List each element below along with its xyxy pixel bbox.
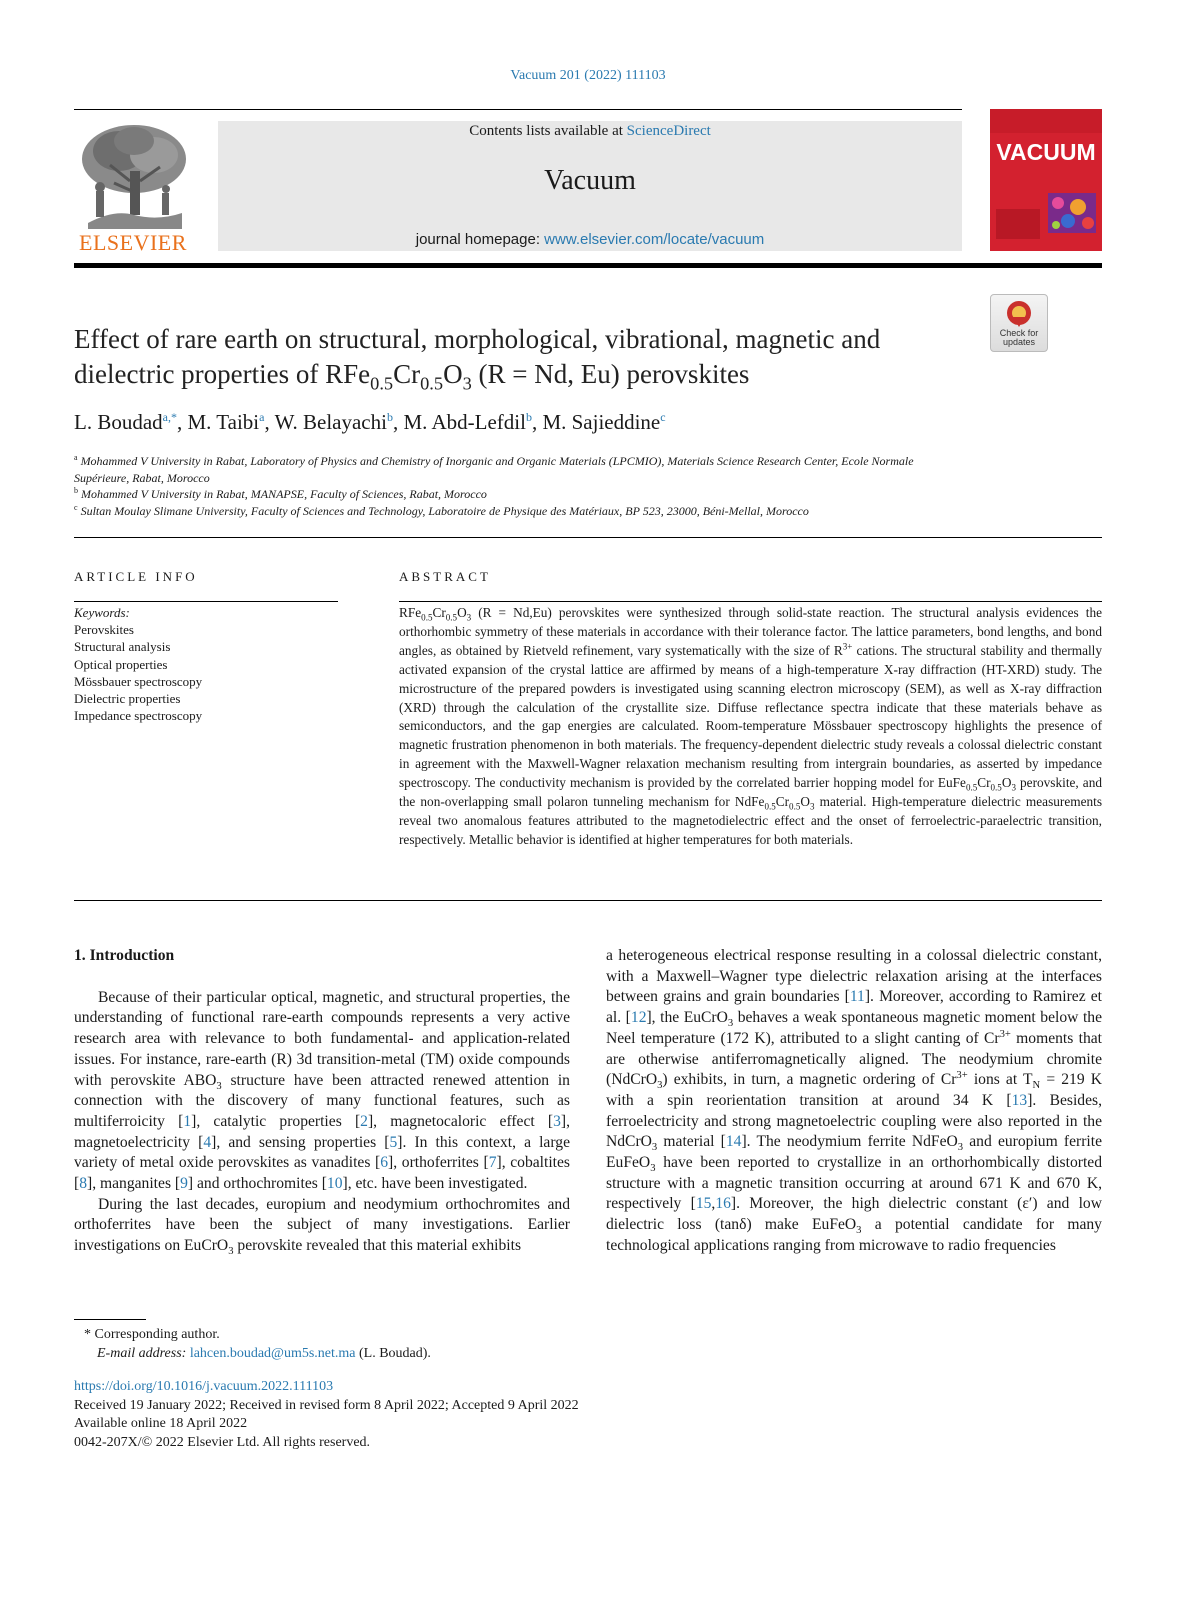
abstract-part: O [1001, 775, 1012, 791]
title-sub: 0.5 [370, 373, 394, 394]
author-affil-mark[interactable]: a [259, 410, 265, 424]
abstract-part: material. High-temperature dielectric measurements reveal two anomalous features attributed to the magnetodielectric effect and the onset of ferroelectric-paraelectric transition, respectively. Metallic behavior is identified at higher temperatures for both materials. [399, 794, 1102, 847]
intro-heading: 1. Introduction [74, 947, 175, 964]
affiliation [74, 503, 954, 520]
heading-spacer [74, 967, 570, 988]
title-part: (R = Nd, Eu) perovskites [471, 359, 750, 389]
text-sub: 3 [856, 1225, 862, 1237]
text-run: ]. Besides, ferroelectricity and strong magnetoelectric coupling were also reported in the NdCrO [606, 1091, 1102, 1151]
keyword: Dielectric properties [74, 691, 181, 707]
reference-link[interactable]: 16 [715, 1195, 731, 1213]
reference-link[interactable]: 8 [79, 1175, 87, 1193]
article-info-rule [74, 601, 338, 602]
title-sub: 3 [462, 373, 472, 394]
abstract-part: Cr [775, 794, 790, 810]
copyright: 0042-207X/© 2022 Elsevier Ltd. All rights reserved. [74, 1434, 371, 1450]
text-sub: 3 [651, 1142, 658, 1154]
keyword: Structural analysis [74, 639, 171, 655]
text-run: and europium ferrite EuFeO [606, 1133, 1102, 1172]
text-run: a heterogeneous electrical response resulting in a colossal dielectric constant, with a Maxwell–Wagner type dielectric relaxation arising at the interfaces between grains and grain boundaries [ [606, 947, 1102, 1006]
reference-link[interactable]: 6 [380, 1154, 389, 1172]
header-top-rule [74, 109, 962, 110]
footnote-email-line [74, 1344, 431, 1363]
reference-link[interactable]: 1 [183, 1112, 192, 1130]
text-sup: 3+ [999, 1028, 1011, 1040]
homepage-link[interactable]: www.elsevier.com/locate/vacuum [544, 231, 765, 248]
reference-link[interactable]: 10 [326, 1175, 343, 1193]
author-name[interactable]: W. Belayachi [274, 410, 387, 434]
text-sub: N [1032, 1080, 1041, 1092]
abstract-sub: 0.5 [990, 782, 1002, 793]
homepage-line [218, 231, 962, 248]
journal-cover[interactable] [990, 109, 1102, 251]
intro-para-1 [74, 988, 570, 1195]
abstract-part: O [457, 605, 467, 620]
text-run: ], and sensing properties [ [211, 1133, 390, 1151]
text-run: material [ [657, 1133, 726, 1151]
affiliation [74, 453, 954, 486]
keyword: Mössbauer spectroscopy [74, 673, 203, 689]
text-sup: 3+ [956, 1070, 968, 1082]
reference-link[interactable]: 14 [725, 1133, 742, 1151]
affiliations [74, 453, 954, 519]
available-online: Available online 18 April 2022 [74, 1416, 248, 1432]
author-affil-mark[interactable]: b [386, 410, 393, 424]
affiliation-mark: a [74, 453, 78, 462]
text-run: have been reported to crystallize in an orthorhombically distorted structure with a magnetic transition occurring at around 671 K and 670 K, respectively [ [606, 1154, 1102, 1213]
text-run: ], orthoferrites [ [388, 1154, 489, 1172]
keyword: Impedance spectroscopy [74, 708, 203, 724]
author-name[interactable]: L. Boudad [74, 410, 163, 434]
check-label-line1: Check for [999, 328, 1039, 338]
contents-line [218, 123, 962, 140]
reference-link[interactable]: 13 [1011, 1091, 1028, 1109]
keyword: Optical properties [74, 656, 168, 672]
check-for-updates-label [991, 329, 1047, 347]
text-run: ], cobaltites [ [74, 1154, 571, 1193]
affiliation-text: Sultan Moulay Slimane University, Faculty of Sciences and Technology, Laboratoire de Physique des Matériaux, BP 523, 23000, Béni-Mellal, Morocco [80, 503, 809, 518]
abstract-part: cations. The structural stability and thermally activated expansion of the crystal lattice are affirmed by means of a high-temperature X-ray diffraction (HT-XRD) study. The microstructure of the prepared powders is investigated using scanning electron microscopy (SEM), as well as X-ray diffraction (XRD) through the calculation of the crystallite size. Diffuse reflectance spectra indicate that these materials behave as semiconductors, and the gap energies are calculated. Room-temperature Mössbauer spectroscopy highlights the presence of magnetic frustration phenomenon in both materials. The frequency-dependent dielectric study reveals a colossal dielectric constant in agreement with the Maxwell-Wagner relaxation mechanism resulting from intergrain boundaries, as asserted by impedance spectroscopy. The conductivity mechanism is provided by the correlated barrier hopping model for EuFe [399, 642, 1103, 791]
article-meta [74, 1378, 579, 1452]
abstract-sub: 3 [466, 612, 472, 623]
title-part: Cr [393, 359, 421, 389]
abstract-sub: 0.5 [789, 801, 801, 812]
article-info-heading: ARTICLE INFO [74, 569, 198, 584]
abstract-sub: 3 [809, 801, 815, 812]
reference-link[interactable]: 2 [360, 1112, 368, 1130]
abstract-part: RFe [399, 605, 422, 620]
abstract-sub: 0.5 [965, 782, 978, 793]
elsevier-tree-icon [74, 121, 192, 229]
reference-link[interactable]: 11 [849, 988, 865, 1006]
body-left-column [74, 946, 570, 1257]
affiliation-mark: c [74, 502, 78, 512]
text-run: ]. The neodymium ferrite NdFeO [741, 1133, 958, 1151]
author-name[interactable]: M. Sajieddine [542, 410, 661, 434]
abstract-sub: 0.5 [445, 612, 458, 623]
text-run: a potential candidate for many technological applications ranging from microwave to radio frequencies [606, 1216, 1102, 1254]
reference-link[interactable]: 4 [203, 1133, 212, 1151]
intro-para-2-cont [606, 946, 1102, 1257]
journal-name: Vacuum [544, 165, 636, 196]
text-run: ], the EuCrO [646, 1009, 728, 1027]
text-run: behaves a weak spontaneous magnetic moment below the Neel temperature (172 K), attributed to a slight canting of Cr [606, 1009, 1102, 1047]
author-affil-mark[interactable]: b [525, 410, 532, 424]
footnote-star-line: * Corresponding author. [84, 1327, 220, 1342]
text-run: ]. Moreover, according to Ramirez et al. [ [606, 988, 1102, 1027]
text-run: moments that are otherwise antiferromagnetically aligned. The neodymium chromite (NdCrO [606, 1029, 1102, 1089]
text-run: Because of their particular optical, magnetic, and structural properties, the understanding of functional rare-earth compounds represents a very active research area with relevance to both fundamental- and application-related issues. For instance, rare-earth (R) 3d transition-metal (TM) oxide compounds with perovskite ABO [74, 988, 570, 1089]
text-run: ]. Moreover, the high dielectric constant (ε′) and low dielectric loss (tanδ) make EuFeO [606, 1195, 1102, 1234]
received-dates: Received 19 January 2022; Received in revised form 8 April 2022; Accepted 9 April 2022 [74, 1397, 579, 1413]
footnote-rule [74, 1319, 146, 1320]
cover-top-strip [990, 109, 1102, 133]
abstract-part: perovskite, and the non-overlapping small polaron tunneling mechanism for NdFe [399, 775, 1103, 810]
text-run: ], etc. have been investigated. [342, 1175, 528, 1193]
sciencedirect-link[interactable]: ScienceDirect [626, 123, 711, 139]
text-sub: 3 [727, 1018, 734, 1030]
elsevier-wordmark: ELSEVIER [79, 230, 187, 255]
title-part: O [443, 359, 463, 389]
affiliation-text: Mohammed V University in Rabat, MANAPSE, Faculty of Sciences, Rabat, Morocco [81, 487, 487, 501]
text-run: ], magnetocaloric effect [ [367, 1112, 554, 1130]
abstract-heading: ABSTRACT [399, 569, 491, 584]
text-run: ], catalytic properties [ [191, 1112, 361, 1130]
text-run: = 219 K with a spin reorientation transition at around 34 K [ [606, 1071, 1102, 1109]
reference-link[interactable]: 3 [553, 1112, 561, 1130]
affiliation-text: Mohammed V University in Rabat, Laboratory of Physics and Chemistry of Inorganic and Organic Materials (LPCMIO), Materials Science Research Center, Ecole Normale Supérieure, Rabat, Morocco [74, 454, 914, 485]
text-run: During the last decades, europium and neodymium orthochromites and orthoferrites have been the subject of many investigations. Earlier investigations on EuCrO [74, 1195, 570, 1255]
affiliation-mark: b [74, 486, 78, 495]
cover-image-icon [1048, 193, 1096, 233]
keywords-label: Keywords: [74, 605, 130, 620]
text-run: ions at T [967, 1071, 1033, 1089]
keyword: Perovskites [74, 622, 134, 638]
text-sub: 3 [657, 1080, 663, 1092]
abstract-part: (R = Nd,Eu) perovskites were synthesized through solid-state reaction. The structural analysis evidences the orthorhombic symmetry of these materials in accordance with their tolerance factor. The lattice parameters, bond lengths, and bond angles, as obtained by Rietveld refinement, vary systematically with the size of R [399, 605, 1102, 658]
text-sub: 3 [216, 1080, 222, 1092]
author-affil-mark[interactable]: a,* [162, 410, 177, 424]
abstract-bottom-rule [74, 900, 1102, 901]
header-thick-rule [74, 263, 1102, 268]
text-run: ] and orthochromites [ [187, 1175, 327, 1193]
author-list: L. Boudad$^{a,*}$, M. Taibi$^a$, W. Belayachi$^b$, M. Abd-Lefdil$^b$, M. Sajieddine$^c$ [74, 410, 666, 434]
intro-para-2 [74, 1195, 570, 1257]
check-for-updates-icon [1005, 299, 1033, 329]
text-sub: 3 [957, 1142, 964, 1154]
text-run: ]. In this context, a large variety of metal oxide perovskites as vanadites [ [74, 1133, 570, 1172]
email-label: E-mail address: [97, 1346, 187, 1361]
article-title [74, 322, 974, 392]
keywords-block [74, 604, 338, 724]
email-owner: (L. Boudad). [355, 1346, 431, 1361]
affiliation-rule [74, 537, 1102, 538]
author-name[interactable]: M. Taibi [187, 410, 260, 434]
text-run: ], manganites [ [87, 1175, 181, 1193]
text-sub: 3 [228, 1246, 234, 1258]
text-run: structure have been attracted renewed attention in connection with the discovery of many functional features, such as multiferroicity [ [74, 1071, 570, 1130]
title-sub: 0.5 [420, 373, 444, 394]
cover-title: VACUUM [996, 139, 1096, 165]
reference-link[interactable]: 15 [695, 1195, 712, 1213]
abstract-sup: 3+ [842, 641, 853, 652]
text-run: ) exhibits, in turn, a magnetic ordering of Cr [662, 1071, 957, 1089]
journal-citation[interactable]: Vacuum 201 (2022) 111103 [510, 68, 666, 83]
text-sub: 3 [650, 1163, 656, 1175]
abstract-sub: 3 [1011, 782, 1016, 793]
check-for-updates-button[interactable] [990, 294, 1048, 352]
abstract-part: Cr [432, 605, 446, 620]
affiliation [74, 486, 954, 503]
title-part: dielectric properties of RFe [74, 359, 371, 389]
abstract-part: Cr [977, 775, 991, 791]
doi-link[interactable]: https://doi.org/10.1016/j.vacuum.2022.111103 [74, 1379, 334, 1394]
reference-link[interactable]: 7 [488, 1154, 497, 1172]
title-line1: Effect of rare earth on structural, morphological, vibrational, magnetic and [74, 324, 881, 354]
author-affil-mark[interactable]: c [660, 410, 666, 424]
reference-link[interactable]: 5 [389, 1133, 398, 1151]
reference-link[interactable]: 12 [630, 1009, 647, 1027]
text-run: ], magnetoelectricity [ [74, 1112, 570, 1151]
check-label-line2: updates [1002, 337, 1036, 347]
reference-link[interactable]: 9 [180, 1175, 188, 1193]
abstract-sub: 0.5 [421, 612, 433, 623]
abstract-sub: 0.5 [764, 801, 776, 812]
abstract-part: O [800, 794, 810, 810]
journal-header-box [218, 121, 962, 251]
corresponding-author-footnote [74, 1325, 431, 1363]
contents-prefix: Contents lists available at [469, 123, 627, 139]
text-run: perovskite revealed that this material exhibits [233, 1237, 522, 1255]
abstract-text [399, 604, 1102, 850]
text-run: , [711, 1195, 716, 1213]
author-name[interactable]: M. Abd-Lefdil [403, 410, 526, 434]
homepage-prefix: journal homepage: [415, 231, 545, 248]
body-right-column [606, 946, 1102, 1257]
cover-text-block [996, 209, 1040, 239]
email-link[interactable]: lahcen.boudad@um5s.net.ma [189, 1346, 356, 1361]
abstract-rule [399, 601, 1102, 602]
